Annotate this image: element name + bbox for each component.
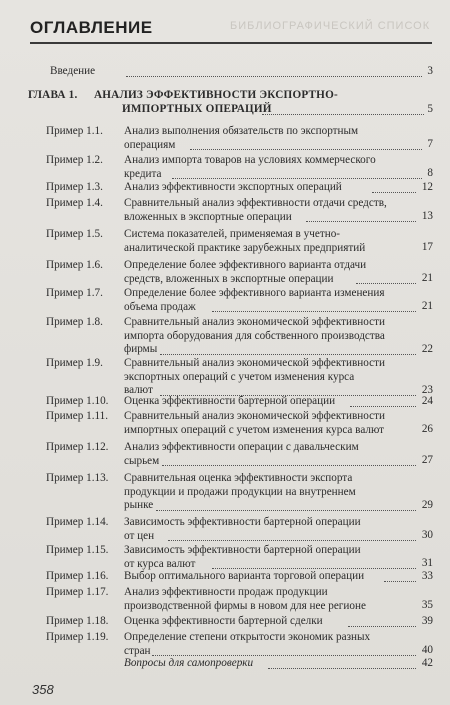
- dot-leader: [172, 178, 422, 179]
- page-ref: 26: [421, 423, 433, 435]
- bleed-through-text: БИБЛИОГРАФИЧЕСКИЙ СПИСОК: [230, 20, 431, 32]
- dot-leader: [162, 465, 416, 466]
- dot-leader: [306, 221, 416, 222]
- example-title: Определение более эффективного варианта изменения объема продаж: [124, 287, 385, 313]
- toc-entry-example[interactable]: [0, 125, 450, 153]
- example-number: Пример 1.11.: [46, 410, 109, 422]
- dot-leader: [356, 283, 416, 284]
- page-ref: 27: [421, 454, 433, 466]
- example-title: Сравнительный анализ экономической эффективности импортных операций с учетом изменения курса валют: [124, 410, 385, 436]
- page-header: [30, 8, 432, 44]
- page-ref: 8: [427, 167, 433, 179]
- example-title: Система показателей, применяемая в учетно- аналитической практике зарубежных предприятий: [124, 228, 366, 254]
- toc-entry-chapter[interactable]: [0, 89, 450, 119]
- toc-entry-example[interactable]: [0, 570, 450, 584]
- review-title: Вопросы для самопроверки: [124, 657, 254, 669]
- page-ref: 12: [421, 181, 433, 193]
- example-title: Оценка эффективности бартерной сделки: [124, 615, 323, 627]
- toc-entry-example[interactable]: [0, 410, 450, 438]
- dot-leader: [156, 510, 416, 511]
- page-ref: 31: [421, 557, 433, 569]
- example-title: Определение степени открытости экономик разных стран: [124, 631, 371, 657]
- page-ref: 5: [427, 103, 433, 115]
- page-title: ОГЛАВЛЕНИЕ: [30, 18, 153, 37]
- page-ref: 40: [421, 644, 433, 656]
- page-ref: 3: [427, 65, 433, 77]
- page-ref: 24: [421, 395, 433, 407]
- toc-entry-example[interactable]: [0, 228, 450, 256]
- toc-entry-example[interactable]: [0, 287, 450, 315]
- chapter-title: АНАЛИЗ ЭФФЕКТИВНОСТИ ЭКСПОРТНО- ИМПОРТНЫХ ОПЕРАЦИЙ: [94, 89, 338, 115]
- page-ref: 21: [421, 272, 433, 284]
- example-number: Пример 1.4.: [46, 197, 103, 209]
- example-title: Сравнительный анализ экономической эффективности импорта оборудования для собственного производства фирмы: [124, 316, 385, 356]
- page-ref: 42: [421, 657, 433, 669]
- dot-leader: [262, 114, 424, 115]
- example-title: Оценка эффективности бартерной операции: [124, 395, 336, 407]
- toc-entry-example[interactable]: [0, 316, 450, 358]
- page-ref: 22: [421, 343, 433, 355]
- dot-leader: [348, 626, 416, 627]
- toc-entry-review[interactable]: [0, 657, 450, 671]
- example-number: Пример 1.6.: [46, 259, 103, 271]
- page-ref: 21: [421, 300, 433, 312]
- example-number: Пример 1.8.: [46, 316, 103, 328]
- page-ref: 35: [421, 599, 433, 611]
- example-number: Пример 1.19.: [46, 631, 109, 643]
- example-number: Пример 1.12.: [46, 441, 109, 453]
- example-number: Пример 1.1.: [46, 125, 103, 137]
- example-number: Пример 1.9.: [46, 357, 103, 369]
- toc-entry-example[interactable]: [0, 357, 450, 399]
- page-ref: 23: [421, 384, 433, 396]
- example-number: Пример 1.7.: [46, 287, 103, 299]
- dot-leader: [152, 655, 416, 656]
- example-number: Пример 1.15.: [46, 544, 109, 556]
- example-number: Пример 1.10.: [46, 395, 109, 407]
- toc-entry-example[interactable]: [0, 586, 450, 614]
- dot-leader: [268, 668, 416, 669]
- dot-leader: [168, 540, 416, 541]
- example-number: Пример 1.5.: [46, 228, 103, 240]
- dot-leader: [372, 192, 416, 193]
- toc-entry-example[interactable]: [0, 259, 450, 287]
- example-number: Пример 1.14.: [46, 516, 109, 528]
- toc-entry-example[interactable]: [0, 472, 450, 514]
- example-title: Анализ импорта товаров на условиях коммерческого кредита: [124, 154, 376, 180]
- toc-entry-example[interactable]: [0, 544, 450, 572]
- page-ref: 13: [421, 210, 433, 222]
- example-title: Сравнительный анализ эффективности отдачи средств, вложенных в экспортные операции: [124, 197, 387, 223]
- dot-leader: [126, 76, 422, 77]
- toc-entry-example[interactable]: [0, 197, 450, 225]
- page-ref: 17: [421, 241, 433, 253]
- example-title: Анализ эффективности операции с давальческим сырьем: [124, 441, 359, 467]
- example-title: Определение более эффективного варианта отдачи средств, вложенных в экспортные операции: [124, 259, 367, 285]
- dot-leader: [212, 568, 416, 569]
- toc-entry-example[interactable]: [0, 631, 450, 659]
- toc-entry-example[interactable]: [0, 395, 450, 409]
- example-title: Выбор оптимального варианта торговой операции: [124, 570, 365, 582]
- example-title: Анализ выполнения обязательств по экспортным операциям: [124, 125, 359, 151]
- dot-leader: [160, 354, 416, 355]
- page-ref: 29: [421, 499, 433, 511]
- example-title: Сравнительный анализ экономической эффективности экспортных операций с учетом изменения курса валют: [124, 357, 385, 397]
- example-number: Пример 1.18.: [46, 615, 109, 627]
- page-ref: 30: [421, 529, 433, 541]
- example-title: Сравнительная оценка эффективности экспорта продукции и продажи продукции на внутреннем рынке: [124, 472, 356, 512]
- toc-entry-example[interactable]: [0, 154, 450, 182]
- example-title: Зависимость эффективности бартерной операции от цен: [124, 516, 361, 542]
- toc-entry-example[interactable]: [0, 516, 450, 544]
- toc-entry-example[interactable]: [0, 441, 450, 469]
- example-title: Анализ эффективности продаж продукции производственной фирмы в новом для нее регионе: [124, 586, 366, 612]
- dot-leader: [384, 581, 416, 582]
- example-number: Пример 1.13.: [46, 472, 109, 484]
- example-number: Пример 1.16.: [46, 570, 109, 582]
- dot-leader: [350, 406, 416, 407]
- example-number: Пример 1.17.: [46, 586, 109, 598]
- toc-entry-intro[interactable]: [0, 65, 450, 79]
- toc-entry-example[interactable]: [0, 181, 450, 195]
- page-ref: 39: [421, 615, 433, 627]
- chapter-label: ГЛАВА 1.: [28, 89, 78, 101]
- dot-leader: [212, 311, 416, 312]
- toc-entry-example[interactable]: [0, 615, 450, 629]
- example-number: Пример 1.3.: [46, 181, 103, 193]
- dot-leader: [190, 149, 422, 150]
- page-number: 358: [32, 682, 54, 697]
- example-number: Пример 1.2.: [46, 154, 103, 166]
- page-ref: 7: [427, 138, 433, 150]
- intro-title: Введение: [50, 65, 96, 77]
- page-ref: 33: [421, 570, 433, 582]
- example-title: Анализ эффективности экспортных операций: [124, 181, 342, 193]
- example-title: Зависимость эффективности бартерной операции от курса валют: [124, 544, 361, 570]
